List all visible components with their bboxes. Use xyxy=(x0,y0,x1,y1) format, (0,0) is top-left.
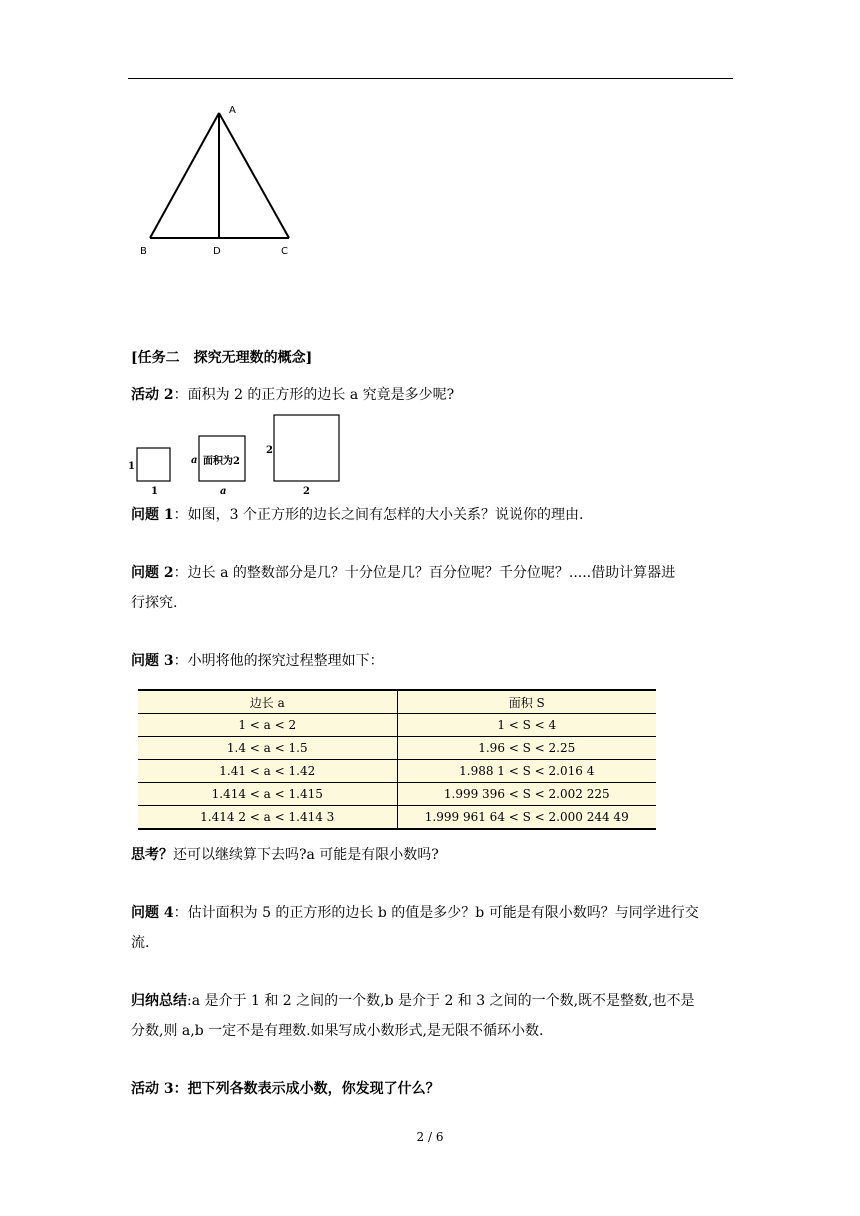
table-row xyxy=(138,714,656,737)
question-4-line2: 流. xyxy=(131,935,150,951)
triangle-diagram xyxy=(130,95,310,265)
activity2-text: ：面积为 2 的正方形的边长 a 究竟是多少呢? xyxy=(173,387,455,403)
table-cell: 1.41 < a < 1.42 xyxy=(138,760,397,783)
think-label: 思考？ xyxy=(131,847,173,863)
question-1 xyxy=(131,500,583,530)
square-2-bottom-label: 2 xyxy=(303,486,310,497)
square-1 xyxy=(137,448,170,481)
vertex-c-label: C xyxy=(281,246,288,257)
table-cell: 1.999 396 < S < 2.002 225 xyxy=(397,783,656,806)
square-2-side-label: 2 xyxy=(266,445,273,456)
square-1-bottom-label: 1 xyxy=(151,486,158,497)
question-2-line1: ：边长 a 的整数部分是几？十分位是几？百分位呢？千分位呢？.....借助计算器进 xyxy=(173,565,676,581)
think-prompt xyxy=(131,840,439,870)
summary-label: 归纳总结 xyxy=(131,993,187,1009)
point-d-label: D xyxy=(213,246,221,257)
side-ab xyxy=(150,113,219,238)
summary xyxy=(131,986,695,1016)
table-cell: 1.4 < a < 1.5 xyxy=(138,737,397,760)
summary-line2: 分数,则 a,b 一定不是有理数.如果写成小数形式,是无限不循环小数. xyxy=(131,1023,544,1039)
square-a-bottom-label: a xyxy=(220,486,227,497)
question-2-line2: 行探究. xyxy=(131,595,178,611)
exploration-table xyxy=(138,689,656,830)
table-row xyxy=(138,783,656,806)
question-4-line1: ：估计面积为 5 的正方形的边长 b 的值是多少？b 可能是有限小数吗？与同学进行交 xyxy=(173,905,699,921)
header-side-length: 边长 a xyxy=(138,690,397,714)
squares-figure xyxy=(125,410,355,500)
task-heading: [任务二 探究无理数的概念] xyxy=(131,350,313,366)
summary-line1: :a 是介于 1 和 2 之间的一个数,b 是介于 2 和 3 之间的一个数,既不是整数,也不是 xyxy=(187,993,695,1009)
table-cell: 1 < S < 4 xyxy=(397,714,656,737)
table-cell: 1.96 < S < 2.25 xyxy=(397,737,656,760)
header-area: 面积 S xyxy=(397,690,656,714)
table-row xyxy=(138,737,656,760)
question-1-label: 问题 1 xyxy=(131,507,174,523)
question-2 xyxy=(131,558,675,588)
think-text: 还可以继续算下去吗?a 可能是有限小数吗? xyxy=(173,847,439,863)
page-number: 2 / 6 xyxy=(416,1130,444,1144)
question-4-label: 问题 4 xyxy=(131,905,174,921)
vertex-a-label: A xyxy=(229,105,236,116)
activity2-label: 活动 2 xyxy=(131,387,174,403)
question-1-text: ：如图，3 个正方形的边长之间有怎样的大小关系？说说你的理由. xyxy=(173,507,584,523)
vertex-b-label: B xyxy=(140,246,147,257)
side-ac xyxy=(219,113,289,238)
table-cell: 1.414 2 < a < 1.414 3 xyxy=(138,806,397,830)
table-cell: 1.414 < a < 1.415 xyxy=(138,783,397,806)
table-header-row xyxy=(138,690,656,714)
activity2-line xyxy=(131,380,454,410)
table-cell: 1.988 1 < S < 2.016 4 xyxy=(397,760,656,783)
table-row xyxy=(138,760,656,783)
square-a-inner-label: 面积为2 xyxy=(203,456,240,467)
question-2-label: 问题 2 xyxy=(131,565,174,581)
table-cell: 1.999 961 64 < S < 2.000 244 49 xyxy=(397,806,656,830)
header-rule xyxy=(128,78,733,79)
activity3-heading: 活动 3：把下列各数表示成小数，你发现了什么？ xyxy=(131,1081,440,1097)
question-3 xyxy=(131,646,384,676)
question-4 xyxy=(131,898,699,928)
square-1-side-label: 1 xyxy=(128,461,135,472)
question-3-text: ：小明将他的探究过程整理如下： xyxy=(173,653,384,669)
square-2 xyxy=(274,415,339,481)
table-row xyxy=(138,806,656,830)
question-3-label: 问题 3 xyxy=(131,653,174,669)
table-cell: 1 < a < 2 xyxy=(138,714,397,737)
square-a-side-label: a xyxy=(191,455,198,466)
